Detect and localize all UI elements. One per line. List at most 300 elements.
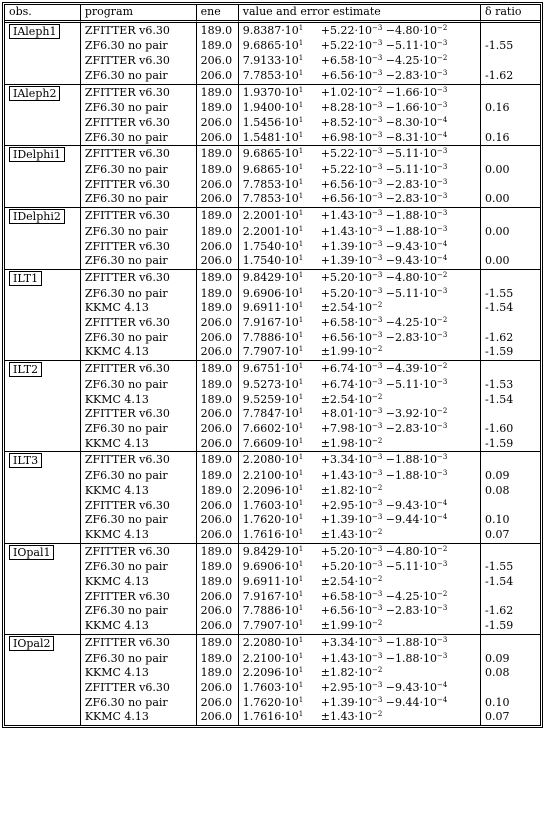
error-mantissa: +6.74·10 [320, 377, 372, 391]
value-mantissa: 7.9167·10 [242, 316, 299, 330]
energy-cell: 189.0 [197, 287, 239, 302]
error-mantissa: +8.01·10 [320, 407, 372, 421]
error-mantissa: +2.95·10 [320, 498, 372, 512]
error-estimate [321, 331, 448, 344]
obs-cell [5, 513, 81, 528]
error-exponent: −3 [437, 147, 448, 156]
error-mantissa: +6.56·10 [320, 68, 372, 82]
error-exponent: −2 [371, 483, 383, 492]
energy-cell: 189.0 [197, 23, 239, 40]
value-cell [239, 145, 481, 163]
program-cell: ZF6.30 no pair [81, 225, 197, 240]
obs-cell [5, 590, 81, 605]
error-exponent: −4 [437, 254, 448, 263]
error-mantissa: ±1.99·10 [320, 619, 372, 633]
program-cell: ZFITTER v6.30 [81, 54, 197, 69]
energy-cell: 206.0 [197, 316, 239, 331]
value-cell [239, 54, 481, 69]
ratio-cell: -1.59 [485, 436, 514, 450]
table-row [5, 225, 540, 240]
error-estimate [321, 225, 448, 238]
value-mantissa: 2.2080·10 [242, 635, 299, 649]
error-estimate [321, 681, 448, 694]
value-exponent: 1 [298, 254, 304, 263]
energy-cell: 206.0 [197, 710, 239, 725]
table-row [5, 301, 540, 316]
obs-cell [5, 634, 81, 652]
value-mantissa: 9.6906·10 [242, 560, 299, 574]
value-cell [239, 681, 481, 696]
central-value [243, 545, 321, 560]
value-cell [239, 287, 481, 302]
program-cell: ZFITTER v6.30 [81, 407, 197, 422]
value-mantissa: 9.5273·10 [242, 377, 299, 391]
error-mantissa: −5.11·10 [382, 147, 438, 161]
obs-cell [5, 269, 81, 287]
error-exponent: −3 [437, 177, 448, 186]
energy-cell: 189.0 [197, 393, 239, 408]
table-row [5, 407, 540, 422]
value-mantissa: 1.9370·10 [242, 85, 299, 99]
error-exponent: −3 [437, 421, 448, 430]
error-exponent: −3 [371, 115, 383, 124]
value-mantissa: 1.7540·10 [242, 239, 299, 253]
value-exponent: 1 [298, 469, 304, 478]
energy-cell: 206.0 [197, 331, 239, 346]
table-row [5, 696, 540, 711]
error-mantissa: +3.34·10 [320, 453, 372, 467]
central-value [243, 316, 321, 331]
table-row [5, 560, 540, 575]
error-mantissa: −9.43·10 [382, 680, 438, 694]
central-value [243, 240, 321, 255]
table-row [5, 604, 540, 619]
table-row [5, 54, 540, 69]
error-mantissa: ±2.54·10 [320, 301, 372, 315]
energy-cell: 206.0 [197, 178, 239, 193]
program-cell: ZF6.30 no pair [81, 378, 197, 393]
error-exponent: −3 [371, 101, 383, 110]
table-row [5, 652, 540, 667]
error-mantissa: +1.39·10 [320, 239, 372, 253]
table-row [5, 499, 540, 514]
error-mantissa: ±1.82·10 [320, 483, 372, 497]
central-value [243, 271, 321, 286]
program-cell: ZF6.30 no pair [81, 422, 197, 437]
central-value [243, 499, 321, 514]
table-row [5, 84, 540, 102]
ratio-cell [481, 178, 540, 193]
ratio-cell: 0.16 [485, 130, 510, 144]
error-estimate [321, 86, 448, 99]
error-mantissa: +1.02·10 [320, 85, 372, 99]
value-mantissa: 1.7620·10 [242, 695, 299, 709]
central-value [243, 39, 321, 54]
value-mantissa: 2.2096·10 [242, 666, 299, 680]
energy-cell: 206.0 [197, 513, 239, 528]
value-mantissa: 9.6911·10 [242, 301, 299, 315]
energy-cell: 189.0 [197, 360, 239, 378]
error-exponent: −4 [437, 513, 448, 522]
value-exponent: 1 [298, 527, 304, 536]
obs-cell [5, 666, 81, 681]
error-exponent: −3 [371, 23, 383, 32]
error-estimate [321, 710, 383, 723]
program-cell: KKMC 4.13 [81, 528, 197, 543]
ratio-cell: -1.53 [485, 377, 514, 391]
error-mantissa: +5.20·10 [320, 544, 372, 558]
central-value [243, 301, 321, 316]
value-mantissa: 2.2096·10 [242, 483, 299, 497]
central-value [243, 147, 321, 162]
error-estimate [321, 499, 448, 512]
energy-cell: 189.0 [197, 101, 239, 116]
program-cell: ZF6.30 no pair [81, 604, 197, 619]
program-cell: ZFITTER v6.30 [81, 178, 197, 193]
error-mantissa: −9.43·10 [382, 239, 438, 253]
error-mantissa: ±1.98·10 [320, 436, 372, 450]
error-exponent: −3 [371, 453, 383, 462]
obs-cell [5, 469, 81, 484]
value-mantissa: 1.7620·10 [242, 513, 299, 527]
obs-cell [5, 604, 81, 619]
error-exponent: −3 [371, 330, 383, 339]
error-estimate [321, 590, 448, 603]
error-mantissa: +8.52·10 [320, 115, 372, 129]
value-cell [239, 710, 481, 725]
ratio-cell [481, 590, 540, 605]
ratio-cell [481, 54, 540, 69]
error-mantissa: −2.83·10 [382, 68, 438, 82]
value-exponent: 1 [298, 301, 304, 310]
ratio-cell: 0.00 [485, 254, 510, 268]
error-estimate [321, 316, 448, 329]
program-cell: ZF6.30 no pair [81, 131, 197, 146]
energy-cell: 189.0 [197, 451, 239, 469]
error-mantissa: +1.43·10 [320, 209, 372, 223]
error-mantissa: ±2.54·10 [320, 575, 372, 589]
error-exponent: −2 [371, 710, 383, 719]
central-value [243, 378, 321, 393]
ratio-cell: 0.07 [485, 710, 510, 724]
error-exponent: −3 [371, 254, 383, 263]
error-mantissa: −1.88·10 [382, 224, 438, 238]
value-mantissa: 7.7907·10 [242, 619, 299, 633]
ratio-cell [481, 634, 540, 652]
table-row [5, 634, 540, 652]
error-exponent: −2 [437, 23, 448, 32]
energy-cell: 206.0 [197, 437, 239, 452]
value-mantissa: 9.8429·10 [242, 544, 299, 558]
ratio-cell: 0.00 [485, 192, 510, 206]
table-row [5, 484, 540, 499]
energy-cell: 189.0 [197, 543, 239, 561]
energy-cell: 189.0 [197, 666, 239, 681]
program-cell: KKMC 4.13 [81, 710, 197, 725]
error-mantissa: +6.56·10 [320, 604, 372, 618]
error-exponent: −3 [371, 377, 383, 386]
ratio-cell: -1.59 [485, 345, 514, 359]
error-exponent: −3 [371, 163, 383, 172]
table-row [5, 163, 540, 178]
error-mantissa: ±2.54·10 [320, 392, 372, 406]
value-mantissa: 1.5481·10 [242, 130, 299, 144]
program-cell: KKMC 4.13 [81, 437, 197, 452]
error-exponent: −3 [371, 498, 383, 507]
obs-cell [5, 378, 81, 393]
central-value [243, 437, 321, 452]
value-cell [239, 254, 481, 269]
central-value [243, 710, 321, 725]
error-mantissa: −5.11·10 [382, 163, 438, 177]
error-estimate [321, 163, 448, 176]
error-mantissa: −1.88·10 [382, 635, 438, 649]
error-mantissa: −1.88·10 [382, 469, 438, 483]
ratio-cell: 0.00 [485, 163, 510, 177]
obs-cell [5, 560, 81, 575]
value-mantissa: 2.2100·10 [242, 469, 299, 483]
value-mantissa: 7.7853·10 [242, 192, 299, 206]
value-mantissa: 1.7603·10 [242, 498, 299, 512]
central-value [243, 331, 321, 346]
program-cell: KKMC 4.13 [81, 301, 197, 316]
ratio-cell [481, 451, 540, 469]
value-cell [239, 422, 481, 437]
obs-cell [5, 331, 81, 346]
value-exponent: 1 [298, 239, 304, 248]
ratio-cell [481, 240, 540, 255]
energy-cell: 206.0 [197, 422, 239, 437]
obs-cell [5, 422, 81, 437]
obs-cell [5, 652, 81, 667]
obs-cell [5, 39, 81, 54]
program-cell: ZF6.30 no pair [81, 469, 197, 484]
error-exponent: −3 [437, 85, 448, 94]
energy-cell: 189.0 [197, 163, 239, 178]
central-value [243, 513, 321, 528]
error-exponent: −3 [437, 651, 448, 660]
value-mantissa: 1.7616·10 [242, 527, 299, 541]
obs-cell [5, 437, 81, 452]
value-exponent: 1 [298, 68, 304, 77]
central-value [243, 575, 321, 590]
error-estimate [321, 437, 383, 450]
value-exponent: 1 [298, 23, 304, 32]
error-exponent: −2 [371, 619, 383, 628]
ratio-cell [481, 23, 540, 40]
energy-cell: 206.0 [197, 528, 239, 543]
table-row [5, 710, 540, 725]
table-row [5, 451, 540, 469]
error-mantissa: +7.98·10 [320, 421, 372, 435]
value-mantissa: 9.6865·10 [242, 39, 299, 53]
value-mantissa: 9.6865·10 [242, 147, 299, 161]
obs-cell [5, 240, 81, 255]
value-cell [239, 116, 481, 131]
value-mantissa: 7.7907·10 [242, 345, 299, 359]
error-exponent: −2 [371, 527, 383, 536]
value-cell [239, 393, 481, 408]
ratio-cell: 0.10 [485, 695, 510, 709]
error-mantissa: −2.83·10 [382, 330, 438, 344]
table-row [5, 101, 540, 116]
program-cell: ZF6.30 no pair [81, 192, 197, 207]
error-estimate [321, 545, 448, 558]
energy-cell: 189.0 [197, 207, 239, 225]
obs-cell [5, 254, 81, 269]
error-mantissa: +6.74·10 [320, 362, 372, 376]
error-estimate [321, 24, 448, 37]
table-row [5, 681, 540, 696]
table-row [5, 331, 540, 346]
central-value [243, 681, 321, 696]
obs-cell [5, 543, 81, 561]
value-exponent: 1 [298, 115, 304, 124]
value-cell [239, 543, 481, 561]
value-exponent: 1 [298, 680, 304, 689]
value-mantissa: 1.5456·10 [242, 115, 299, 129]
program-cell: ZF6.30 no pair [81, 287, 197, 302]
error-mantissa: −4.25·10 [382, 316, 438, 330]
obs-cell [5, 619, 81, 634]
error-exponent: −3 [371, 239, 383, 248]
value-exponent: 1 [298, 377, 304, 386]
program-cell: KKMC 4.13 [81, 345, 197, 360]
value-exponent: 1 [298, 436, 304, 445]
ratio-cell: -1.60 [485, 421, 514, 435]
error-exponent: −4 [437, 115, 448, 124]
table-row [5, 240, 540, 255]
central-value [243, 254, 321, 269]
error-mantissa: −1.88·10 [382, 651, 438, 665]
error-mantissa: −2.83·10 [382, 192, 438, 206]
error-exponent: −3 [371, 54, 383, 63]
error-exponent: −2 [437, 589, 448, 598]
obs-label: ILT3 [9, 453, 42, 468]
error-mantissa: −2.83·10 [382, 177, 438, 191]
energy-cell: 206.0 [197, 69, 239, 84]
table-row [5, 619, 540, 634]
error-estimate [321, 422, 448, 435]
ratio-cell [481, 316, 540, 331]
value-cell [239, 407, 481, 422]
error-mantissa: ±1.99·10 [320, 345, 372, 359]
error-estimate [321, 407, 448, 420]
ratio-cell: 0.00 [485, 224, 510, 238]
obs-label: ILT1 [9, 271, 42, 286]
obs-label: IDelphi1 [9, 147, 65, 162]
energy-cell: 189.0 [197, 484, 239, 499]
central-value [243, 287, 321, 302]
value-cell [239, 575, 481, 590]
header-obs: obs. [5, 5, 81, 23]
obs-cell [5, 528, 81, 543]
ratio-cell [481, 116, 540, 131]
value-mantissa: 9.6911·10 [242, 575, 299, 589]
obs-cell [5, 54, 81, 69]
error-estimate [321, 271, 448, 284]
value-cell [239, 666, 481, 681]
ratio-cell: -1.54 [485, 392, 514, 406]
program-cell: ZF6.30 no pair [81, 163, 197, 178]
error-exponent: −3 [437, 39, 448, 48]
value-cell [239, 619, 481, 634]
header-program: program [81, 5, 197, 23]
value-cell [239, 560, 481, 575]
energy-cell: 189.0 [197, 301, 239, 316]
central-value [243, 69, 321, 84]
error-mantissa: +5.20·10 [320, 560, 372, 574]
table-row [5, 666, 540, 681]
energy-cell: 206.0 [197, 192, 239, 207]
program-cell: KKMC 4.13 [81, 575, 197, 590]
central-value [243, 636, 321, 651]
error-exponent: −3 [371, 589, 383, 598]
error-estimate [321, 513, 448, 526]
table-row [5, 178, 540, 193]
error-mantissa: +1.39·10 [320, 254, 372, 268]
ratio-cell: -1.54 [485, 301, 514, 315]
value-mantissa: 7.7886·10 [242, 330, 299, 344]
error-exponent: −3 [371, 680, 383, 689]
obs-cell [5, 207, 81, 225]
obs-cell [5, 393, 81, 408]
obs-cell [5, 69, 81, 84]
table-row [5, 207, 540, 225]
ratio-cell: 0.08 [485, 666, 510, 680]
ratio-cell: -1.55 [485, 560, 514, 574]
obs-cell [5, 451, 81, 469]
value-exponent: 1 [298, 498, 304, 507]
obs-cell [5, 225, 81, 240]
energy-cell: 206.0 [197, 254, 239, 269]
energy-cell: 189.0 [197, 469, 239, 484]
ratio-cell: 0.09 [485, 469, 510, 483]
value-mantissa: 1.7603·10 [242, 680, 299, 694]
error-exponent: −2 [437, 316, 448, 325]
error-exponent: −3 [371, 147, 383, 156]
table-row [5, 345, 540, 360]
energy-cell: 206.0 [197, 590, 239, 605]
ratio-cell [481, 145, 540, 163]
central-value [243, 604, 321, 619]
error-estimate [321, 696, 448, 709]
value-exponent: 1 [298, 651, 304, 660]
error-mantissa: −5.11·10 [382, 377, 438, 391]
value-exponent: 1 [298, 224, 304, 233]
error-exponent: −3 [371, 604, 383, 613]
value-cell [239, 360, 481, 378]
error-exponent: −2 [437, 544, 448, 553]
obs-cell [5, 345, 81, 360]
error-exponent: −3 [437, 163, 448, 172]
error-estimate [321, 484, 383, 497]
error-exponent: −3 [371, 695, 383, 704]
ratio-cell [481, 269, 540, 287]
error-mantissa: −4.80·10 [382, 23, 438, 37]
error-mantissa: +5.20·10 [320, 270, 372, 284]
value-exponent: 1 [298, 589, 304, 598]
value-exponent: 1 [298, 635, 304, 644]
ratio-cell: 0.09 [485, 651, 510, 665]
error-mantissa: +6.56·10 [320, 177, 372, 191]
error-mantissa: −9.43·10 [382, 498, 438, 512]
value-exponent: 1 [298, 575, 304, 584]
energy-cell: 206.0 [197, 696, 239, 711]
error-exponent: −3 [437, 101, 448, 110]
table-row [5, 116, 540, 131]
table-row [5, 393, 540, 408]
